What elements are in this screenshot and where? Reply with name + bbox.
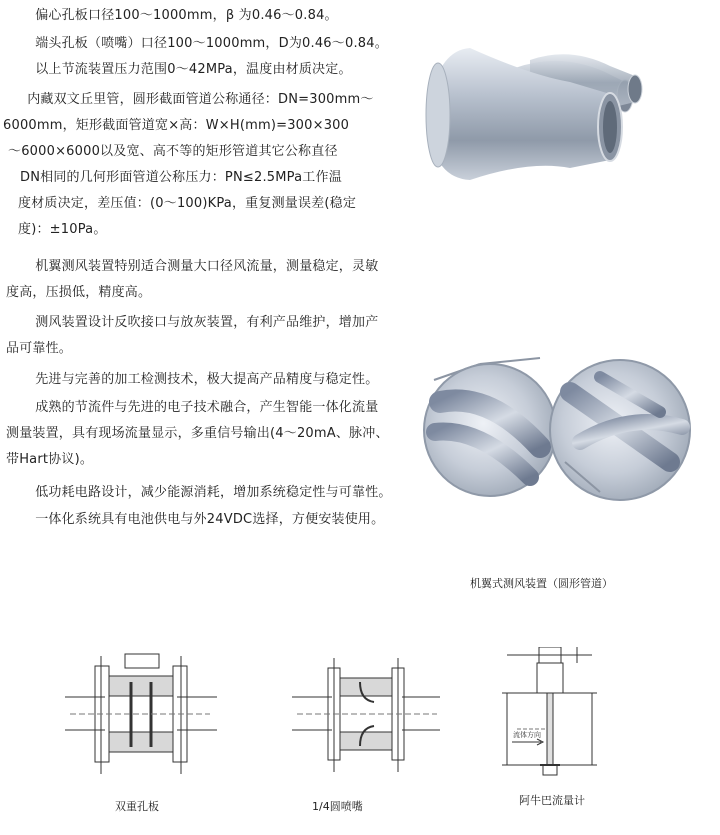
text-line: 先进与完善的加工检测技术，极大提高产品精度与稳定性。 [22, 372, 379, 387]
spec-paragraph-2 [22, 31, 447, 57]
drawing-caption-3: 阿牛巴流量计 [519, 794, 585, 807]
text-line: 机翼测风装置特别适合测量大口径风流量，测量稳定，灵敏 [22, 259, 379, 274]
spec-paragraph-7 [22, 367, 447, 393]
spec-paragraph-8 [6, 395, 447, 473]
spec-paragraph-6 [6, 310, 447, 362]
text-line: 测量装置，具有现场流量显示，多重信号输出(4～20mA、脉冲、 [6, 426, 389, 441]
photo-caption: 机翼式测风装置（圆形管道） [470, 577, 613, 590]
text-line: 成熟的节流件与先进的电子技术融合，产生智能一体化流量 [22, 400, 379, 415]
text-line: 带Hart协议)。 [6, 452, 94, 467]
spec-paragraph-9 [22, 480, 447, 506]
text-line: DN相同的几何形面管道公称压力：PN≤2.5MPa工作温 [20, 170, 342, 185]
circular-wing-device-photo [420, 352, 695, 502]
text-line: 内藏双文丘里管，圆形截面管道公称通径：DN=300mm～ [14, 92, 374, 107]
text-line: ～6000×6000以及宽、高不等的矩形管道其它公称直径 [8, 144, 338, 159]
spec-paragraph-3 [22, 57, 447, 83]
drawing-caption-1: 双重孔板 [115, 800, 159, 813]
double-orifice-plate-drawing [65, 652, 220, 777]
spec-paragraph-5 [6, 254, 447, 306]
text-line: 品可靠性。 [6, 341, 73, 356]
text-line: 度高，压损低，精度高。 [6, 285, 152, 300]
venturi-tube-photo [420, 30, 650, 190]
text-line: 端头孔板（喷嘴）口径100～1000mm，D为0.46～0.84。 [22, 36, 388, 51]
spec-paragraph-4 [3, 87, 439, 243]
drawing-caption-2: 1/4圆喷嘴 [312, 800, 363, 813]
text-line: 以上节流装置压力范围0～42MPa，温度由材质决定。 [22, 62, 352, 77]
text-line: 6000mm，矩形截面管道宽×高：W×H(mm)=300×300 [3, 118, 350, 133]
text-line: 度)：±10Pa。 [18, 222, 107, 237]
text-line: 偏心孔板口径100～1000mm，β 为0.46～0.84。 [22, 8, 338, 23]
quarter-circle-nozzle-drawing [292, 652, 442, 777]
annubar-flowmeter-drawing [497, 647, 602, 782]
spec-paragraph-10 [22, 507, 447, 533]
text-line: 测风装置设计反吹接口与放灰装置，有利产品维护，增加产 [22, 315, 379, 330]
flow-direction-label: 流体方向 [513, 731, 541, 739]
text-line: 低功耗电路设计，减少能源消耗，增加系统稳定性与可靠性。 [22, 485, 392, 500]
spec-paragraph-1 [22, 3, 447, 29]
text-line: 度材质决定，差压值：(0～100)KPa，重复测量误差(稳定 [18, 196, 357, 211]
text-line: 一体化系统具有电池供电与外24VDC选择，方便安装使用。 [22, 512, 385, 527]
